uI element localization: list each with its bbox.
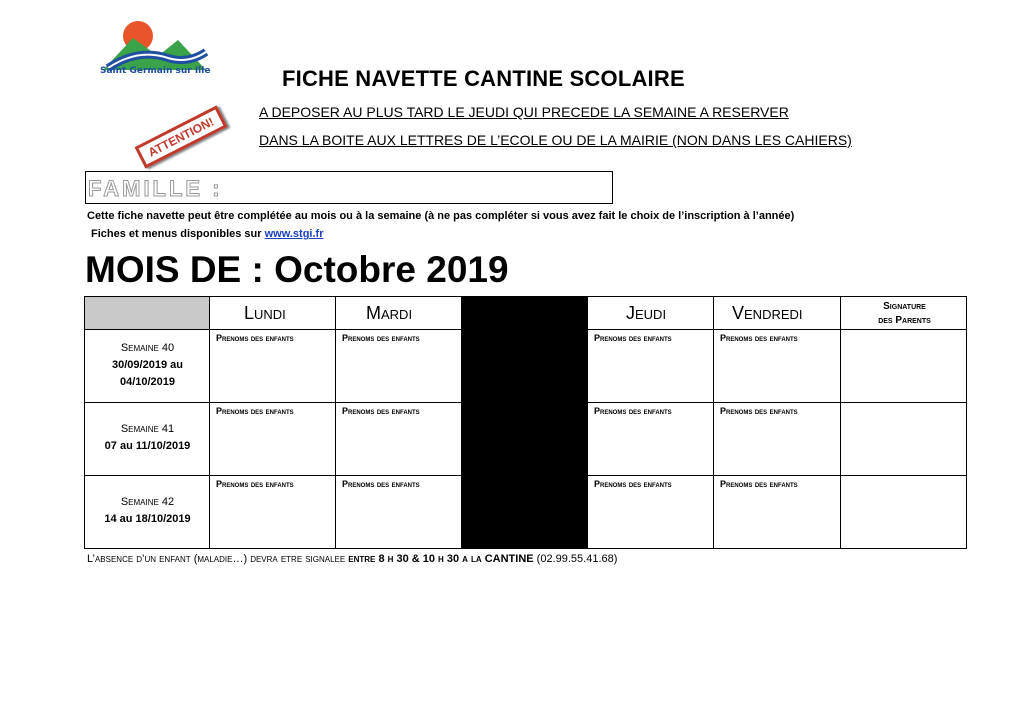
cell-label: Prenoms des enfants [216,406,294,416]
week-41-label-cell [84,402,210,476]
week-42-mardi[interactable] [335,475,462,549]
note-line-2-prefix: Fiches et menus disponibles sur [91,228,265,240]
week-40-lundi[interactable] [209,329,336,403]
header-lundi [209,296,336,330]
footer-hours: entre 8 h 30 & 10 h 30 a la CANTINE [348,553,534,565]
header-corner [84,296,210,330]
day-label: Jeudi [626,303,667,323]
redacted-column [461,296,588,549]
signature-line-2: des Parents [878,315,931,326]
header-jeudi [587,296,714,330]
week-41-mardi[interactable] [335,402,462,476]
week-41-vendredi[interactable] [713,402,841,476]
day-label: Mardi [366,303,413,323]
subtitle-line-1: A DEPOSER AU PLUS TARD LE JEUDI QUI PRECEDE LA SEMAINE A RESERVER [259,104,789,120]
week-41-jeudi[interactable] [587,402,714,476]
cell-label: Prenoms des enfants [216,333,294,343]
week-dates: 07 au 11/10/2019 [104,440,191,452]
week-40-signature[interactable] [840,329,967,403]
cell-label: Prenoms des enfants [594,406,672,416]
day-label: Vendredi [732,303,803,323]
week-dates: 04/10/2019 [119,376,176,388]
footer-phone: (02.99.55.41.68) [533,553,618,565]
month-title: MOIS DE : Octobre 2019 [85,249,509,290]
cell-label: Prenoms des enfants [342,333,420,343]
note-line-2 [91,228,323,240]
week-40-mardi[interactable] [335,329,462,403]
cell-label: Prenoms des enfants [720,479,798,489]
day-label: Lundi [244,303,286,323]
cell-label: Prenoms des enfants [342,479,420,489]
attention-stamp: ATTENTION! [135,105,228,168]
website-link[interactable]: www.stgi.fr [264,228,324,240]
week-dates: 30/09/2019 au [112,359,183,371]
week-40-vendredi[interactable] [713,329,841,403]
footer-note [87,553,617,565]
cell-label: Prenoms des enfants [594,333,672,343]
week-42-jeudi[interactable] [587,475,714,549]
cell-label: Prenoms des enfants [342,406,420,416]
week-name: Semaine 41 [120,423,175,435]
header-vendredi [713,296,841,330]
week-name: Semaine 40 [120,342,175,354]
week-dates: 14 au 18/10/2019 [104,513,191,525]
header-mardi [335,296,462,330]
note-line-1: Cette fiche navette peut être complétée au mois ou à la semaine (à ne pas compléter si vous avez fait le choix de l’inscription à l’année) [87,210,795,222]
subtitle-line-2: DANS LA BOITE AUX LETTRES DE L’ECOLE OU DE LA MAIRIE (NON DANS LES CAHIERS) [259,132,852,148]
page-title: FICHE NAVETTE CANTINE SCOLAIRE [282,66,685,91]
week-42-lundi[interactable] [209,475,336,549]
week-41-lundi[interactable] [209,402,336,476]
week-42-label-cell [84,475,210,549]
cell-label: Prenoms des enfants [216,479,294,489]
week-42-signature[interactable] [840,475,967,549]
cell-label: Prenoms des enfants [720,333,798,343]
header-signature [840,296,967,330]
week-42-vendredi[interactable] [713,475,841,549]
cell-label: Prenoms des enfants [720,406,798,416]
signature-line-1: Signature [883,301,926,312]
logo-text: Saint Germain sur Ille [100,66,211,76]
footer-text: L’absence d’un enfant (maladie…) devra etre signalee [87,553,349,565]
week-name: Semaine 42 [120,496,175,508]
cell-label: Prenoms des enfants [594,479,672,489]
week-40-label-cell [84,329,210,403]
reservation-table [84,296,967,549]
week-41-signature[interactable] [840,402,967,476]
famille-label: FAMILLE : [88,176,223,201]
week-40-jeudi[interactable] [587,329,714,403]
